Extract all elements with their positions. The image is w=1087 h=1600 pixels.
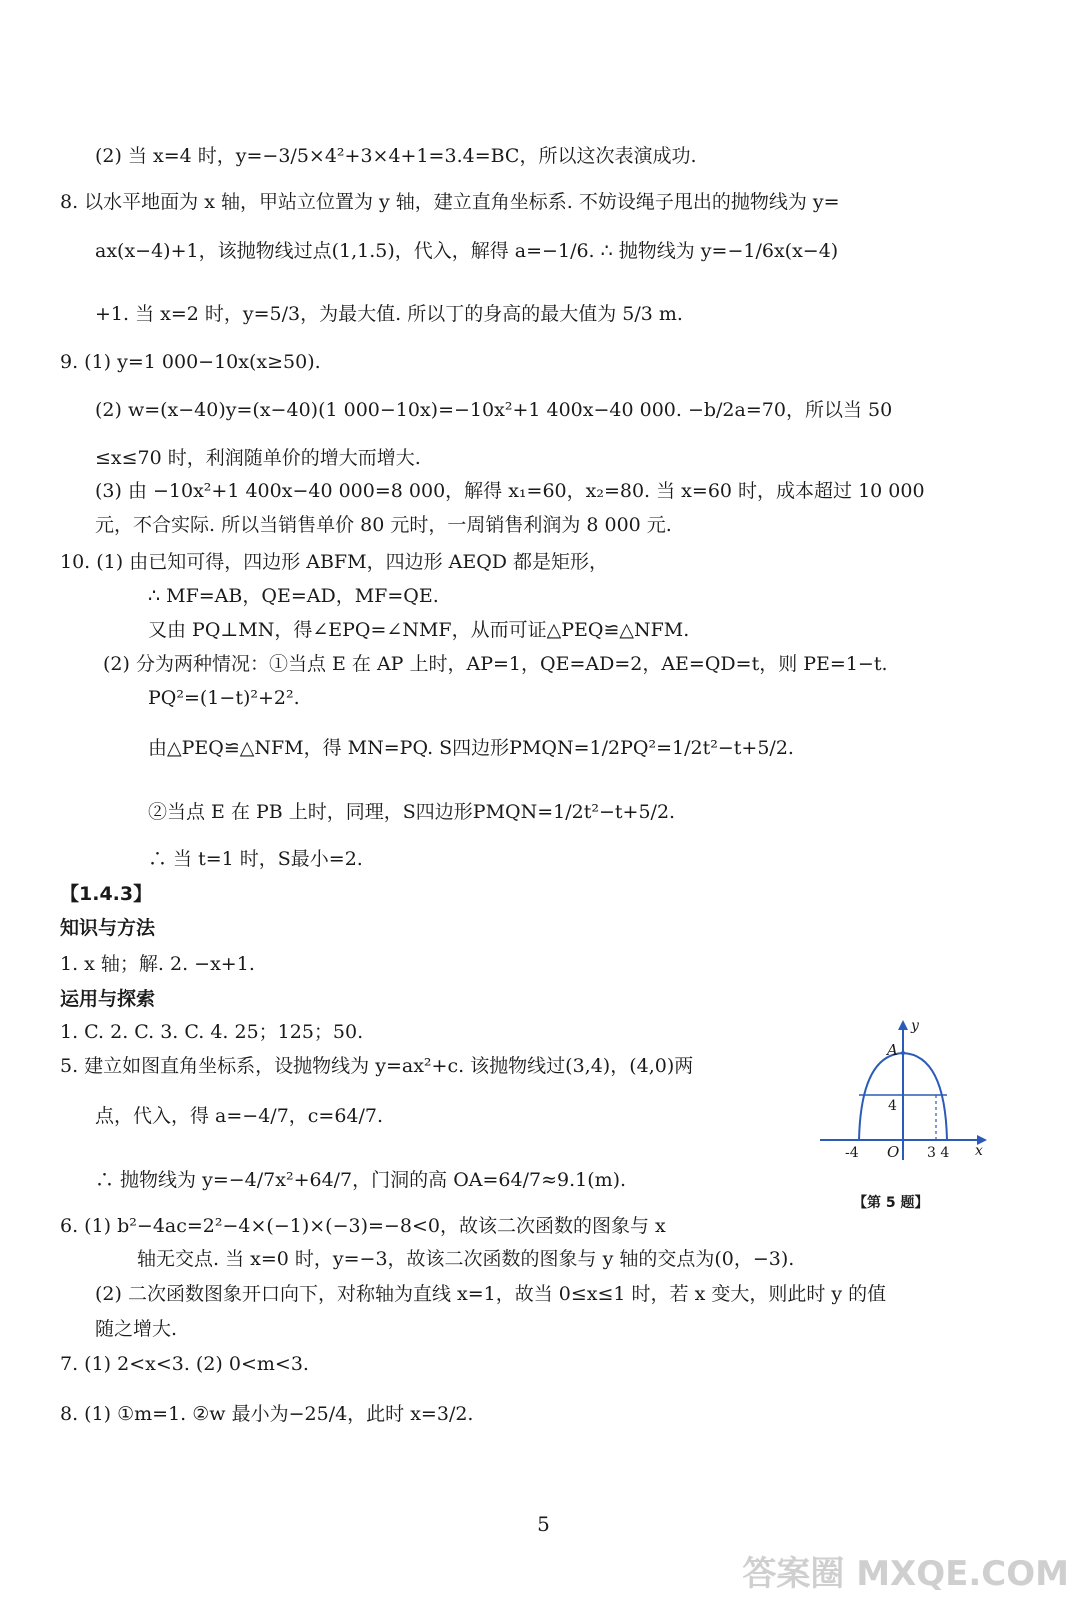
text-line: 【1.4.3】: [60, 883, 153, 905]
text-line: ≤x≤70 时，利润随单价的增大而增大.: [95, 447, 421, 469]
page-number: 5: [537, 1512, 550, 1536]
text-line: (2) 二次函数图象开口向下，对称轴为直线 x=1，故当 0≤x≤1 时，若 x 变大，则此时 y 的值: [95, 1283, 887, 1305]
text-line: (2) 当 x=4 时，y=−3/5×4²+3×4+1=3.4=BC，所以这次表演成功.: [95, 145, 697, 167]
text-line: 7. (1) 2<x<3. (2) 0<m<3.: [60, 1353, 309, 1375]
text-line: (2) 分为两种情况：①当点 E 在 AP 上时，AP=1，QE=AD=2，AE=QD=t，则 PE=1−t.: [103, 653, 888, 675]
text-line: 随之增大.: [95, 1318, 178, 1340]
text-line: (3) 由 −10x²+1 400x−40 000=8 000，解得 x₁=60，x₂=80. 当 x=60 时，成本超过 10 000: [95, 480, 925, 502]
text-line: 点，代入，得 a=−4/7，c=64/7.: [95, 1105, 384, 1127]
text-line: 8. 以水平地面为 x 轴，甲站立位置为 y 轴，建立直角坐标系. 不妨设绳子甩出的抛物线为 y=: [60, 191, 840, 213]
text-line: 9. (1) y=1 000−10x(x≥50).: [60, 351, 321, 373]
text-line: PQ²=(1−t)²+2².: [148, 687, 300, 709]
fig-origin-label: O: [887, 1143, 900, 1161]
text-line: 1. C. 2. C. 3. C. 4. 25；125；50.: [60, 1021, 364, 1043]
fig-34-label: 3 4: [927, 1145, 950, 1161]
text-line: ∴ MF=AB，QE=AD，MF=QE.: [148, 585, 439, 607]
text-line: 5. 建立如图直角坐标系，设抛物线为 y=ax²+c. 该抛物线过(3,4)，(4,0)两: [60, 1055, 694, 1077]
fig-y-label: y: [911, 1018, 919, 1034]
text-line: 1. x 轴；解. 2. −x+1.: [60, 953, 255, 975]
text-line: 6. (1) b²−4ac=2²−4×(−1)×(−3)=−8<0，故该二次函数的图象与 x: [60, 1215, 666, 1237]
text-line: 又由 PQ⊥MN，得∠EPQ=∠NMF，从而可证△PEQ≌△NFM.: [148, 619, 690, 641]
text-line: +1. 当 x=2 时，y=5/3，为最大值. 所以丁的身高的最大值为 5/3 m.: [95, 303, 683, 325]
fig-neg4-label: -4: [845, 1145, 859, 1161]
fig-x-label: x: [975, 1143, 983, 1159]
text-line: (2) w=(x−40)y=(x−40)(1 000−10x)=−10x²+1 400x−40 000. −b/2a=70，所以当 50: [95, 399, 893, 421]
text-line: ∴ 当 t=1 时，S最小=2.: [148, 848, 363, 870]
text-line: ax(x−4)+1，该抛物线过点(1,1.5)，代入，解得 a=−1/6. ∴ 抛物线为 y=−1/6x(x−4): [95, 240, 839, 262]
fig-caption: 【第 5 题】: [853, 1195, 929, 1211]
text-line: 运用与探索: [60, 988, 156, 1010]
text-line: ②当点 E 在 PB 上时，同理，S四边形PMQN=1/2t²−t+5/2.: [148, 801, 676, 823]
text-line: 10. (1) 由已知可得，四边形 ABFM，四边形 AEQD 都是矩形，: [60, 551, 609, 573]
text-line: 8. (1) ①m=1. ②w 最小为−25/4，此时 x=3/2.: [60, 1403, 474, 1425]
text-line: 由△PEQ≌△NFM，得 MN=PQ. S四边形PMQN=1/2PQ²=1/2t²−t+5/2.: [148, 737, 794, 759]
fig-a-label: A: [887, 1041, 898, 1059]
text-line: 知识与方法: [60, 917, 156, 939]
parabola-figure: [815, 1015, 995, 1215]
text-line: 元，不合实际. 所以当销售单价 80 元时，一周销售利润为 8 000 元.: [95, 514, 672, 536]
text-line: ∴ 抛物线为 y=−4/7x²+64/7，门洞的高 OA=64/7≈9.1(m).: [95, 1169, 627, 1191]
text-line: 轴无交点. 当 x=0 时，y=−3，故该二次函数的图象与 y 轴的交点为(0，−3).: [137, 1248, 795, 1270]
watermark: 答案圈 MXQE.COM: [742, 1554, 1069, 1594]
fig-4-label: 4: [888, 1098, 897, 1114]
